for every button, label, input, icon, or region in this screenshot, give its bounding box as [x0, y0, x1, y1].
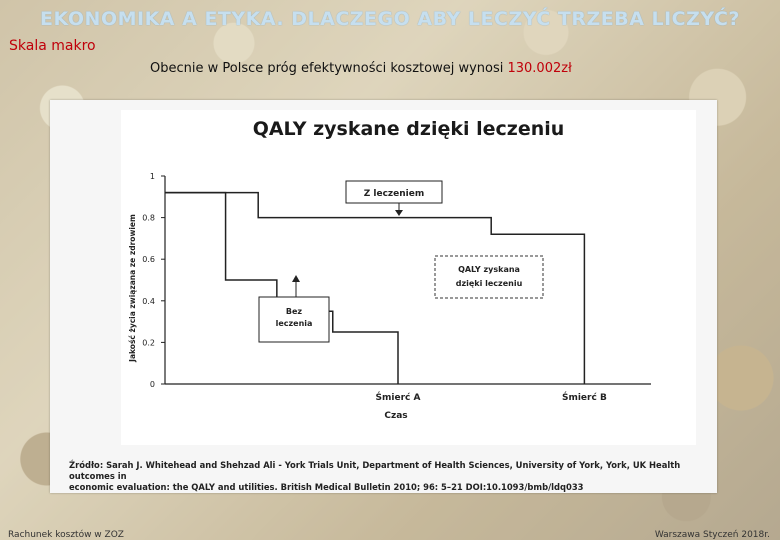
y-tick-label: 1 [149, 172, 155, 181]
chart-panel [121, 110, 696, 445]
subtitle-text: Obecnie w Polsce próg efektywności kosztowej wynosi [150, 61, 508, 76]
annotation-gain-label-2: dzięki leczeniu [455, 279, 523, 288]
annotation-gain-label-1: QALY zyskana [458, 265, 520, 274]
subtitle [150, 61, 572, 76]
x-axis-label: Czas [384, 411, 408, 421]
annotation-without-arrowhead [292, 275, 300, 282]
threshold-value: 130.002zł [507, 61, 572, 76]
annotation-without-label-2: leczenia [275, 319, 313, 328]
footer-right: Warszawa Styczeń 2018r. [654, 530, 770, 540]
annotation-gain-box [435, 256, 543, 298]
annotation-with-arrowhead [395, 210, 403, 216]
section-label: Skala makro [9, 38, 96, 54]
y-tick-label: 0.8 [142, 213, 155, 223]
footer-left: Rachunek kosztów w ZOZ [8, 530, 124, 540]
death-a-label: Śmierć A [375, 393, 421, 403]
y-axis-label: Jakość życia związana ze zdrowiem [128, 214, 137, 362]
y-tick-label: 0 [149, 380, 155, 389]
page-title: EKONOMIKA A ETYKA. DLACZEGO ABY LECZYĆ TRZEBA LICZYĆ? [40, 8, 740, 30]
y-tick-label: 0.2 [142, 338, 155, 348]
qaly-chart [121, 110, 696, 445]
source-line-2: economic evaluation: the QALY and utilities. British Medical Bulletin 2010; 96: 5–21 DOI:10.1093/bmb/ldq033 [69, 482, 584, 492]
series-line-without-treatment [165, 193, 398, 384]
annotation-with-label: Z leczeniem [363, 189, 425, 199]
chart-title: QALY zyskane dzięki leczeniu [252, 118, 565, 140]
source-citation [69, 460, 719, 493]
y-tick-label: 0.6 [142, 255, 155, 265]
death-b-label: Śmierć B [561, 393, 607, 403]
y-tick-label: 0.4 [142, 296, 155, 306]
annotation-without-label-1: Bez [285, 307, 303, 316]
source-line-1: Źródło: Sarah J. Whitehead and Shehzad Ali - York Trials Unit, Department of Health Sciences, University of York, York, UK Health outcomes in [69, 460, 681, 481]
